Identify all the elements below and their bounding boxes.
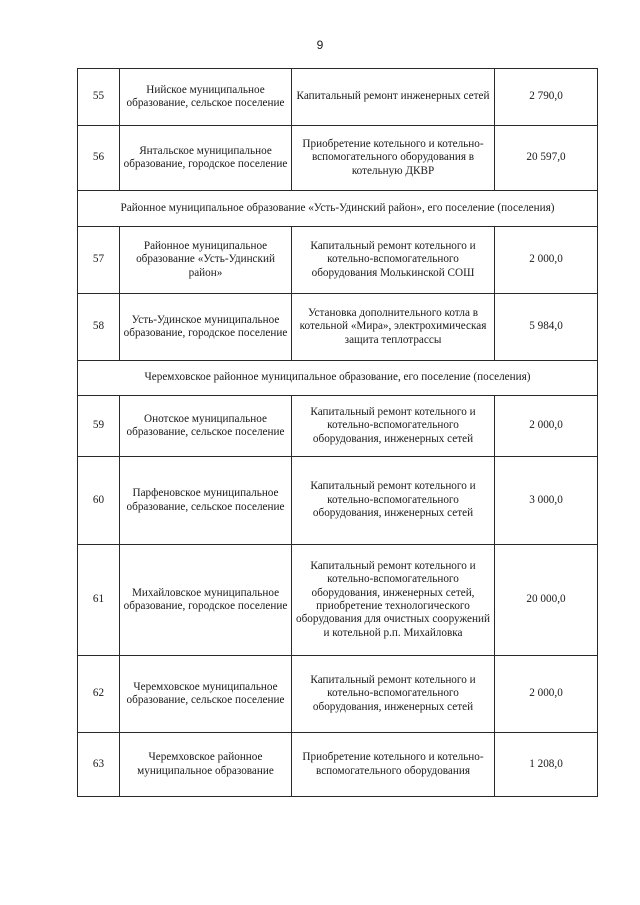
measure-cell: Капитальный ремонт котельного и котельно-вспомогательного оборудования, инженерных сетей [292, 396, 495, 457]
group-header-row [78, 361, 598, 396]
row-number: 63 [78, 733, 120, 797]
table-row [78, 396, 598, 457]
group-header: Черемховское районное муниципальное образование, его поселение (поселения) [78, 361, 598, 396]
amount-cell: 2 000,0 [495, 396, 598, 457]
table-row [78, 227, 598, 294]
row-number: 59 [78, 396, 120, 457]
amount-cell: 1 208,0 [495, 733, 598, 797]
row-number: 61 [78, 545, 120, 656]
table-row [78, 545, 598, 656]
recipient-cell: Парфеновское муниципальное образование, сельское поселение [120, 457, 292, 545]
table-row [78, 656, 598, 733]
measure-cell: Капитальный ремонт инженерных сетей [292, 69, 495, 126]
amount-cell: 2 000,0 [495, 227, 598, 294]
recipient-cell: Черемховское муниципальное образование, сельское поселение [120, 656, 292, 733]
row-number: 57 [78, 227, 120, 294]
recipient-cell: Черемховское районное муниципальное образование [120, 733, 292, 797]
row-number: 56 [78, 126, 120, 191]
amount-cell: 2 000,0 [495, 656, 598, 733]
table-row [78, 126, 598, 191]
table-row [78, 733, 598, 797]
page-number: 9 [316, 38, 324, 52]
measure-cell: Приобретение котельного и котельно-вспомогательного оборудования [292, 733, 495, 797]
recipient-cell: Нийское муниципальное образование, сельское поселение [120, 69, 292, 126]
recipient-cell: Районное муниципальное образование «Усть-Удинский район» [120, 227, 292, 294]
recipient-cell: Михайловское муниципальное образование, городское поселение [120, 545, 292, 656]
funding-table [77, 68, 598, 797]
recipient-cell: Онотское муниципальное образование, сельское поселение [120, 396, 292, 457]
amount-cell: 2 790,0 [495, 69, 598, 126]
recipient-cell: Усть-Удинское муниципальное образование, городское поселение [120, 294, 292, 361]
measure-cell: Капитальный ремонт котельного и котельно-вспомогательного оборудования, инженерных сетей [292, 457, 495, 545]
measure-cell: Приобретение котельного и котельно-вспомогательного оборудования в котельную ДКВР [292, 126, 495, 191]
recipient-cell: Янтальское муниципальное образование, городское поселение [120, 126, 292, 191]
amount-cell: 5 984,0 [495, 294, 598, 361]
measure-cell: Капитальный ремонт котельного и котельно-вспомогательного оборудования Молькинской СОШ [292, 227, 495, 294]
amount-cell: 20 000,0 [495, 545, 598, 656]
amount-cell: 20 597,0 [495, 126, 598, 191]
amount-cell: 3 000,0 [495, 457, 598, 545]
table-row [78, 69, 598, 126]
table-row [78, 457, 598, 545]
row-number: 58 [78, 294, 120, 361]
group-header: Районное муниципальное образование «Усть-Удинский район», его поселение (поселения) [78, 191, 598, 227]
row-number: 62 [78, 656, 120, 733]
group-header-row [78, 191, 598, 227]
table-row [78, 294, 598, 361]
measure-cell: Капитальный ремонт котельного и котельно-вспомогательного оборудования, инженерных сетей, приобретение технологического оборудования для очистных сооружений и котельной р.п. Михайловка [292, 545, 495, 656]
row-number: 60 [78, 457, 120, 545]
measure-cell: Установка дополнительного котла в котельной «Мира», электрохимическая защита теплотрассы [292, 294, 495, 361]
measure-cell: Капитальный ремонт котельного и котельно-вспомогательного оборудования, инженерных сетей [292, 656, 495, 733]
row-number: 55 [78, 69, 120, 126]
